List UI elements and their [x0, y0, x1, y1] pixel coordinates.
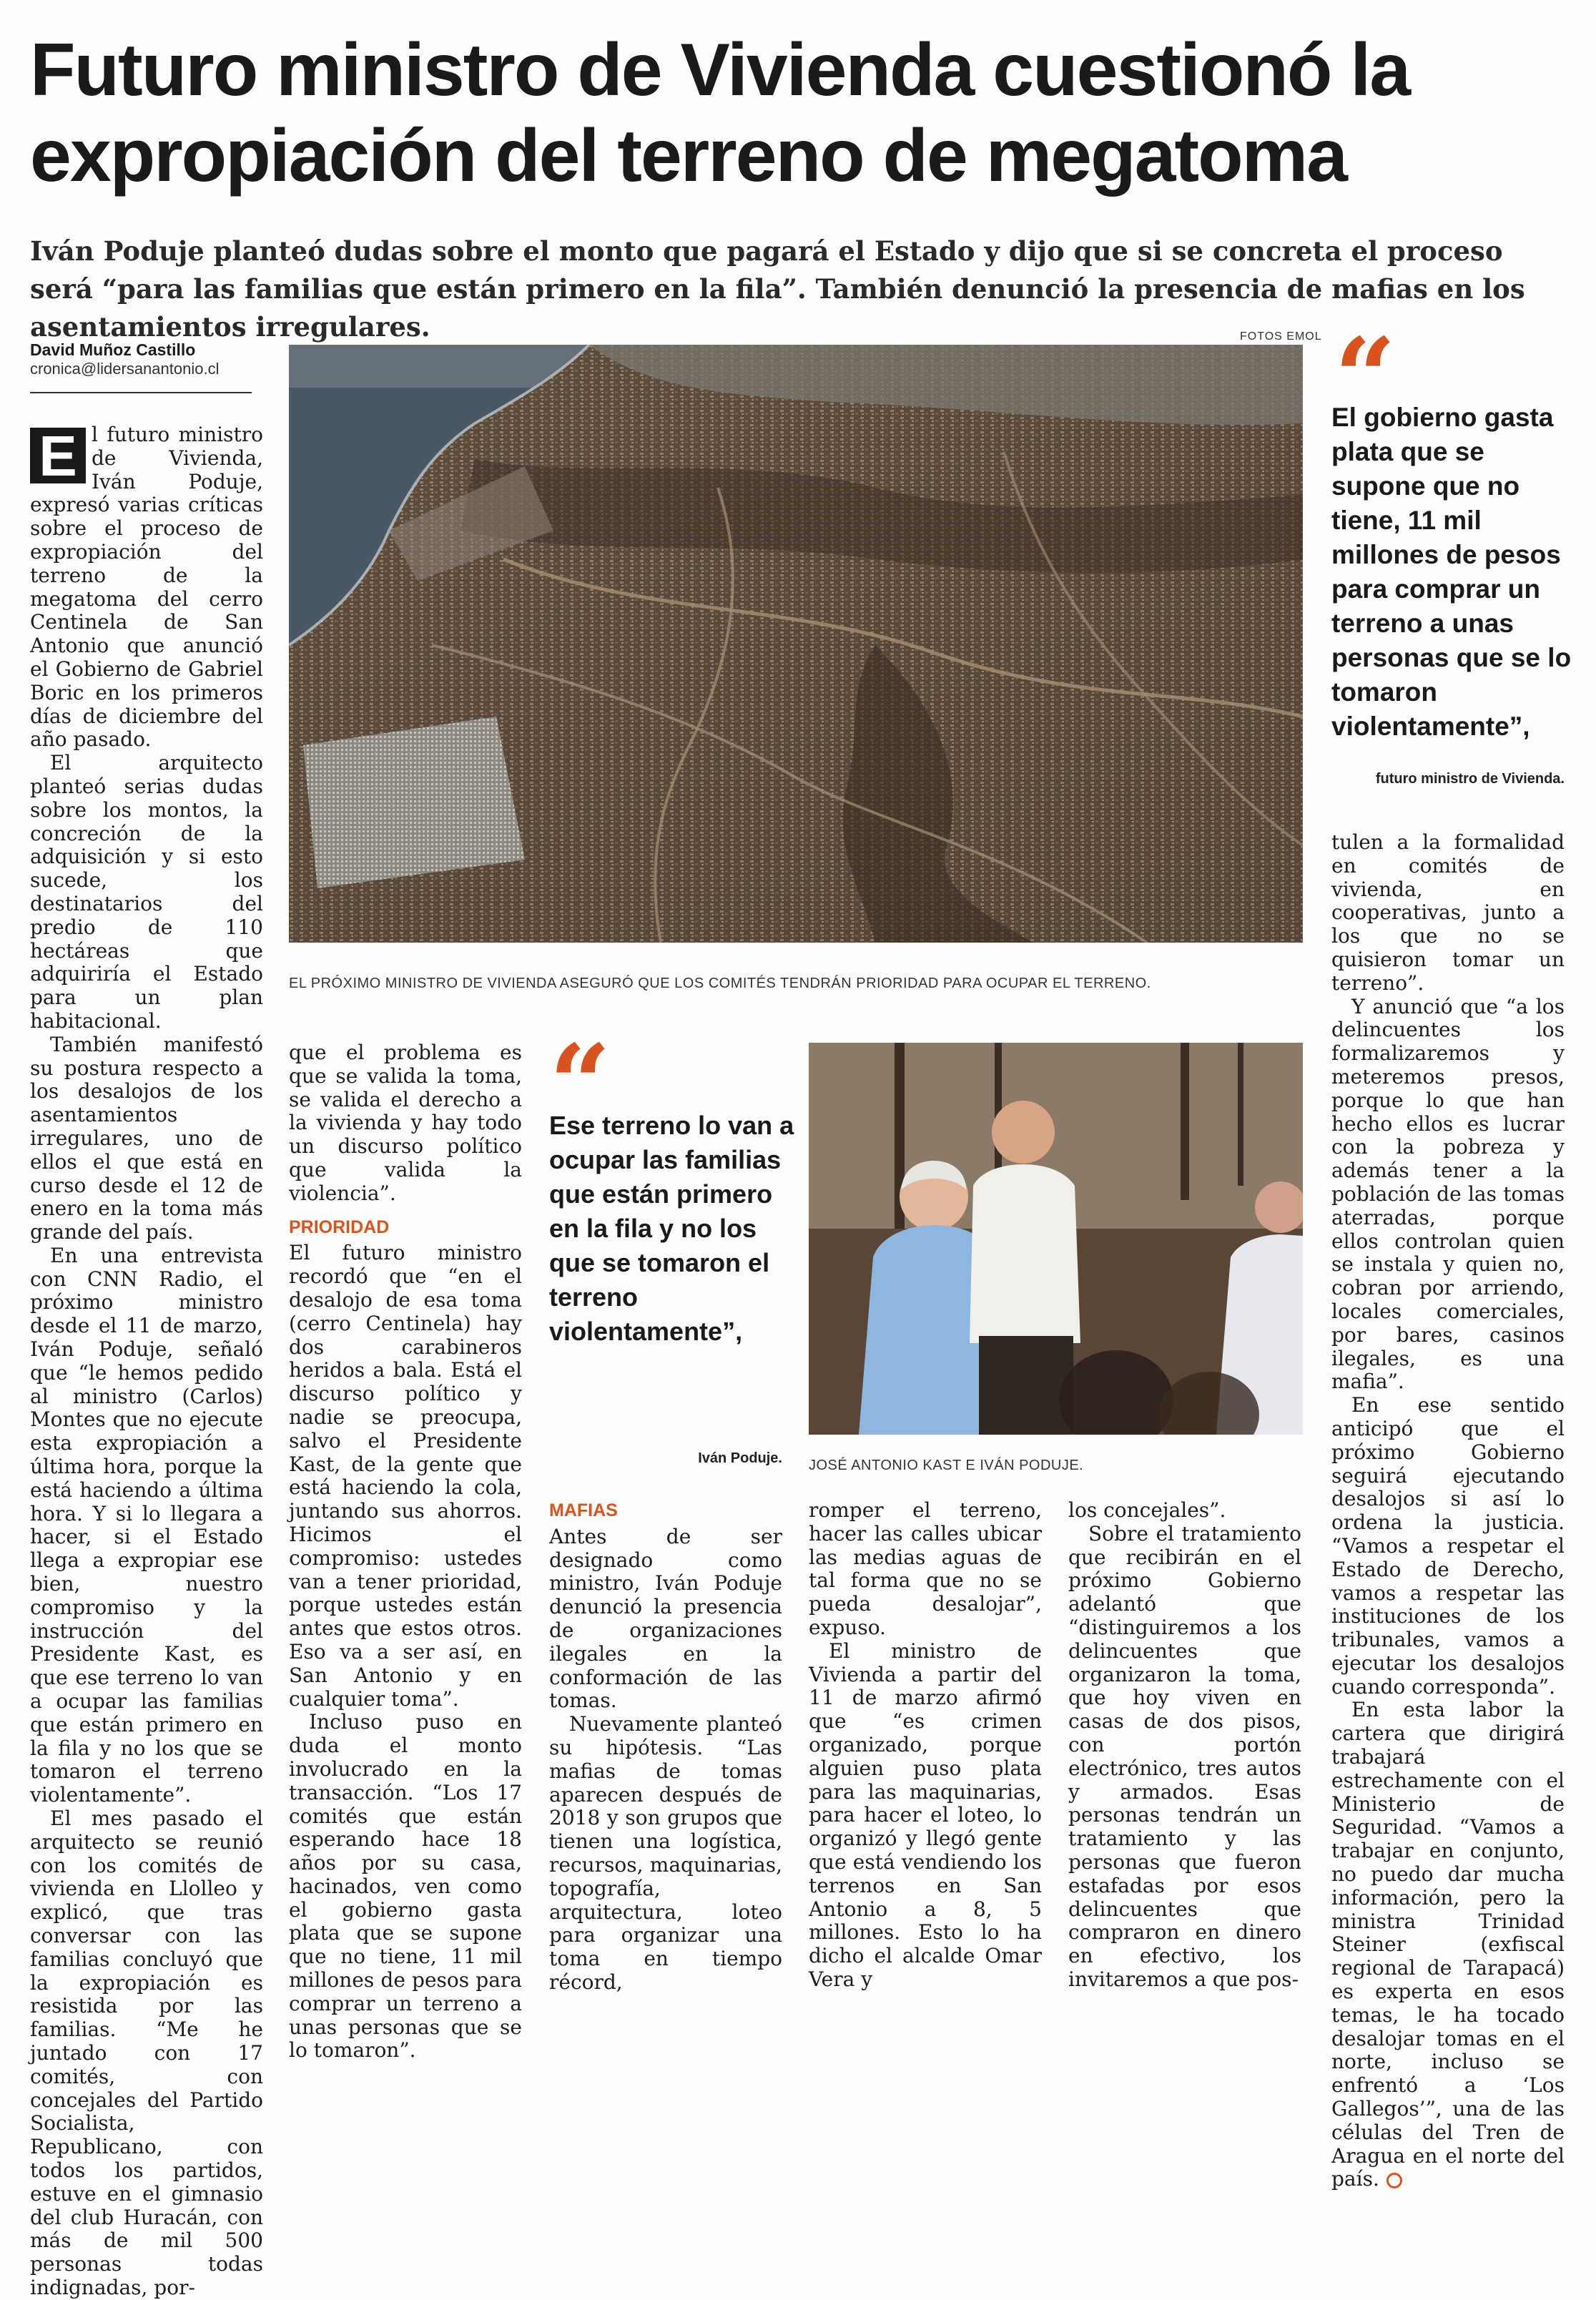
author-name: David Muñoz Castillo	[30, 340, 196, 359]
article-column-4	[809, 1499, 1042, 1992]
lead-paragraph: Iván Poduje planteó dudas sobre el monto que pagará el Estado y dijo que si se concreta el proceso será “para las familias que están primero en la fila”. También denunció la presencia de mafias en los asentamientos irregulares.	[30, 235, 1525, 343]
article-column-6	[1331, 831, 1565, 2191]
quote-mark: “	[549, 1021, 611, 1147]
paragraph: Sobre el tratamiento que recibirán en el próximo Gobierno adelantó que “distinguiremos a los delincuentes que organizaron la toma, que hoy viven en casas de dos pisos, con portón electrónico, tres autos y armados. Esas personas tendrán un tratamiento y las personas que fueron estafadas por esos delincuentes que compraron en dinero en efectivo, los invitaremos a que pos-	[1068, 1521, 1301, 1991]
pull-quote-middle: Ese terreno lo van a ocupar las familias que están primero en la fila y no los que se tomaron el terreno violentamente”,	[549, 1111, 794, 1346]
aerial-photo	[289, 345, 1303, 943]
pull-quote-top-attribution: futuro ministro de Vivienda.	[1375, 771, 1565, 787]
headline: Futuro ministro de Vivienda cuestionó la expropiación del terreno de megatoma	[30, 29, 1410, 197]
pull-quote-middle-attribution: Iván Poduje.	[698, 1450, 782, 1466]
paragraph: En ese sentido anticipó que el próximo Gobierno seguirá ejecutando desalojos si así lo ordena la justicia. “Vamos a respetar el Estado de Derecho, vamos a respetar las instituciones de los tribunales, vamos a ejecutar los desalojos cuando corresponda”.	[1331, 1393, 1565, 1699]
dropcap: E	[30, 428, 86, 483]
byline-divider	[30, 392, 252, 393]
kast-poduje-photo-caption: JOSÉ ANTONIO KAST E IVÁN PODUJE.	[809, 1458, 1084, 1473]
section-heading-mafias: MAFIAS	[549, 1500, 618, 1520]
photo-credit: FOTOS EMOL	[1240, 330, 1322, 343]
paragraph: tulen a la formalidad en comités de vivienda, en cooperativas, junto a los que no se quisieron tomar un terreno”.	[1331, 830, 1565, 995]
paragraph: los concejales”.	[1068, 1498, 1226, 1522]
paragraph: También manifestó su postura respecto a los desalojos de los asentamientos irregulares, uno de ellos el que está en curso desde el 12 de enero en la toma más grande del país.	[30, 1032, 263, 1244]
article-column-3	[549, 1499, 782, 1995]
paragraph: El mes pasado el arquitecto se reunió con los comités de vivienda en Llolleo y explicó, que tras conversar con las familias concluyó que la expropiación es resistida por las familias. “Me he juntado con 17 comités, con concejales del Partido Socialista, Republicano, con todos los partidos, estuve en el gimnasio del club Huracán, con más de mil 500 personas todas indignadas, por-	[30, 1807, 263, 2299]
paragraph: El futuro ministro recordó que “en el desalojo de esa toma (cerro Centinela) hay dos carabineros heridos a bala. Está el discurso político y nadie se preocupa, salvo el Presidente Kast, de la gente que está haciendo la cola, juntando sus ahorros. Hicimos el compromiso: ustedes van a tener prioridad, porque ustedes están antes que estos otros. Eso va a ser así, en San Antonio y en cualquier toma”.	[289, 1241, 522, 1711]
quote-mark: “	[1334, 315, 1396, 441]
article-column-5	[1068, 1499, 1301, 1992]
author-email: cronica@lidersanantonio.cl	[30, 360, 220, 378]
end-of-article-icon	[1386, 2173, 1402, 2188]
paragraph: Antes de ser designado como ministro, Iván Poduje denunció la presencia de organizaciones ilegales en la conformación de las tomas.	[549, 1524, 782, 1713]
paragraph: En esta labor la cartera que dirigirá trabajará estrechamente con el Ministerio de Seguridad. “Vamos a trabajar en conjunto, no puedo dar mucha información, pero la ministra Trinidad Steiner (exfiscal regional de Tarapacá) es experta en esos temas, le ha tocado desalojar tomas en el norte, incluso se enfrentó a ‘Los Gallegos’”, una de las células del Tren de Aragua en el norte del país.	[1331, 1698, 1565, 2191]
pull-quote-top: El gobierno gasta plata que se supone que no tiene, 11 mil millones de pesos para comprar un terreno a unas personas que se lo tomaron violentamente”,	[1331, 403, 1572, 741]
paragraph: Y anunció que “a los delincuentes los formalizaremos y meteremos presos, porque lo que han hecho ellos es lucrar con la pobreza y además tener a la población de las tomas aterradas, porque ellos controlan quien se instala y quien no, cobran por arriendo, locales comerciales, por bares, casinos ilegales, es una mafia”.	[1331, 994, 1565, 1394]
paragraph: que el problema es que se valida la toma, se valida el derecho a la vivienda y hay todo un discurso político que valida la violencia”.	[289, 1041, 522, 1205]
section-heading-prioridad: PRIORIDAD	[289, 1217, 390, 1237]
article-column-2	[289, 1041, 522, 2063]
paragraph: El arquitecto planteó serias dudas sobre los montos, la concreción de la adquisición y si esto sucede, los destinatarios del predio de 110 hectáreas que adquiriría el Estado para un plan habitacional.	[30, 751, 263, 1033]
paragraph: E l futuro ministro de Vivienda, Iván Poduje, expresó varias críticas sobre el proceso de expropiación del terreno de la megatoma del cerro Centinela de San Antonio que anunció el Gobierno de Gabriel Boric en los primeros días de diciembre del año pasado.	[30, 423, 263, 752]
paragraph: Nuevamente planteó su hipótesis. “Las mafias de tomas aparecen después de 2018 y son grupos que tienen una logística, recursos, maquinarias, topografía, arquitectura, loteo para organizar una toma en tiempo récord,	[549, 1712, 782, 1994]
kast-poduje-photo-art	[809, 1043, 1303, 1435]
kast-poduje-photo	[809, 1043, 1303, 1435]
paragraph: En una entrevista con CNN Radio, el próximo ministro desde el 11 de marzo, Iván Poduje, señaló que “le hemos pedido al ministro (Carlos) Montes que no ejecute esta expropiación a última hora, porque la está haciendo a última hora. Y si lo llegara a hacer, si el Estado llega a expropiar ese bien, nuestro compromiso y la instrucción del Presidente Kast, es que ese terreno lo van a ocupar las familias que están primero en la fila y no los que se tomaron el terreno violentamente”.	[30, 1243, 263, 1807]
byline	[30, 340, 252, 378]
paragraph: romper el terreno, hacer las calles ubicar las medias aguas de tal forma que no se pueda desalojar”, expuso.	[809, 1498, 1042, 1639]
aerial-photo-art	[289, 345, 1303, 943]
paragraph: El ministro de Vivienda a partir del 11 de marzo afirmó que “es crimen organizado, porque alguien puso plata para las maquinarias, para hacer el loteo, lo organizó y llegó gente que está vendiendo los terrenos en San Antonio a 8, 5 millones. Esto lo ha dicho el alcalde Omar Vera y	[809, 1638, 1042, 1991]
paragraph: Incluso puso en duda el monto involucrado en la transacción. “Los 17 comités que están esperando hace 18 años por su casa, hacinados, ven como el gobierno gasta plata que se supone que no tiene, 11 mil millones de pesos para comprar un terreno a unas personas que se lo tomaron”.	[289, 1710, 522, 2063]
article-column-1	[30, 423, 263, 2300]
aerial-photo-caption: EL PRÓXIMO MINISTRO DE VIVIENDA ASEGURÓ QUE LOS COMITÉS TENDRÁN PRIORIDAD PARA OCUPAR EL TERRENO.	[289, 975, 1151, 991]
